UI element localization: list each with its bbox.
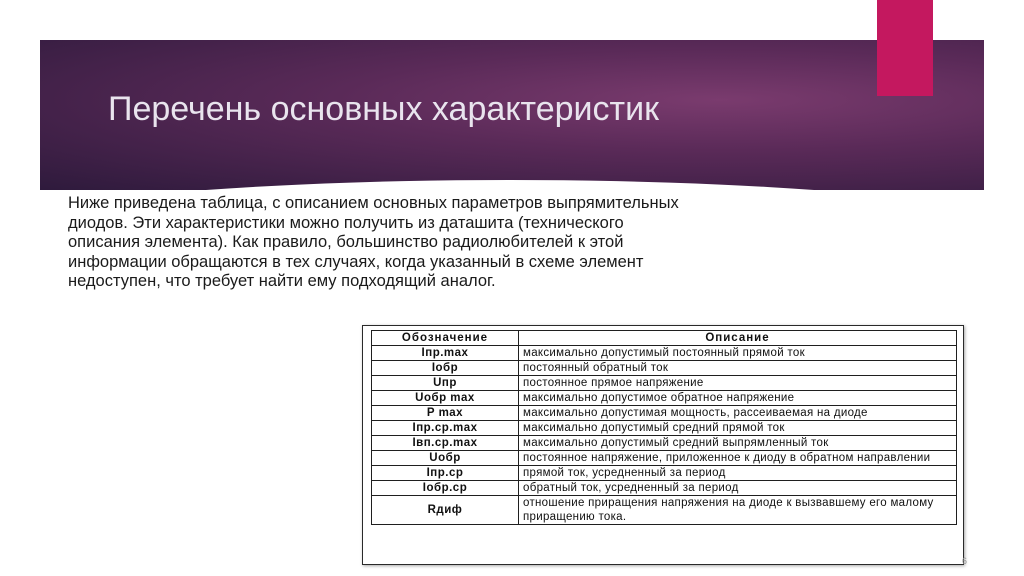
table-header-row bbox=[372, 331, 957, 346]
row-symbol: Iпр.ср bbox=[372, 466, 519, 481]
table-row bbox=[372, 436, 957, 451]
row-symbol: Uобр bbox=[372, 451, 519, 466]
row-symbol: Uпр bbox=[372, 376, 519, 391]
body-paragraph: Ниже приведена таблица, с описанием основных параметров выпрямительных диодов. Эти характеристики можно получить из даташита (технического описания элемента). Как правило, большинство радиолюбителей к этой информации обращаются в тех случаях, когда указанный в схеме элемент недоступен, что требует найти ему подходящий аналог. bbox=[68, 194, 679, 290]
table-row bbox=[372, 361, 957, 376]
accent-bar bbox=[877, 0, 933, 96]
table-row bbox=[372, 376, 957, 391]
row-description: обратный ток, усредненный за период bbox=[519, 481, 957, 496]
parameters-table bbox=[371, 330, 957, 525]
table-row bbox=[372, 391, 957, 406]
row-description: максимально допустимый средний выпрямленный ток bbox=[519, 436, 957, 451]
header-description: Описание bbox=[519, 331, 957, 346]
slide-title: Перечень основных характеристик bbox=[108, 90, 659, 128]
row-description: прямой ток, усредненный за период bbox=[519, 466, 957, 481]
row-symbol: P max bbox=[372, 406, 519, 421]
row-description: постоянное прямое напряжение bbox=[519, 376, 957, 391]
table-row bbox=[372, 346, 957, 361]
table-row bbox=[372, 451, 957, 466]
row-description: максимально допустимый постоянный прямой ток bbox=[519, 346, 957, 361]
banner-arc bbox=[40, 180, 984, 190]
row-description: отношение приращения напряжения на диоде к вызвавшему его малому приращению тока. bbox=[519, 496, 957, 525]
table-row bbox=[372, 481, 957, 496]
row-symbol: Uобр max bbox=[372, 391, 519, 406]
row-symbol: Iпр.ср.max bbox=[372, 421, 519, 436]
row-description: постоянное напряжение, приложенное к диоду в обратном направлении bbox=[519, 451, 957, 466]
table-row bbox=[372, 421, 957, 436]
row-description: постоянный обратный ток bbox=[519, 361, 957, 376]
page-number: 6 bbox=[962, 556, 968, 566]
row-description: максимально допустимая мощность, рассеиваемая на диоде bbox=[519, 406, 957, 421]
table-row bbox=[372, 466, 957, 481]
row-symbol: Rдиф bbox=[372, 496, 519, 525]
row-symbol: Iпр.max bbox=[372, 346, 519, 361]
row-symbol: Iобр.ср bbox=[372, 481, 519, 496]
row-description: максимально допустимое обратное напряжение bbox=[519, 391, 957, 406]
header-symbol: Обозначение bbox=[372, 331, 519, 346]
table-row bbox=[372, 496, 957, 525]
row-symbol: Iобр bbox=[372, 361, 519, 376]
row-symbol: Iвп.ср.max bbox=[372, 436, 519, 451]
table-row bbox=[372, 406, 957, 421]
parameters-table-image bbox=[362, 325, 964, 565]
row-description: максимально допустимый средний прямой ток bbox=[519, 421, 957, 436]
